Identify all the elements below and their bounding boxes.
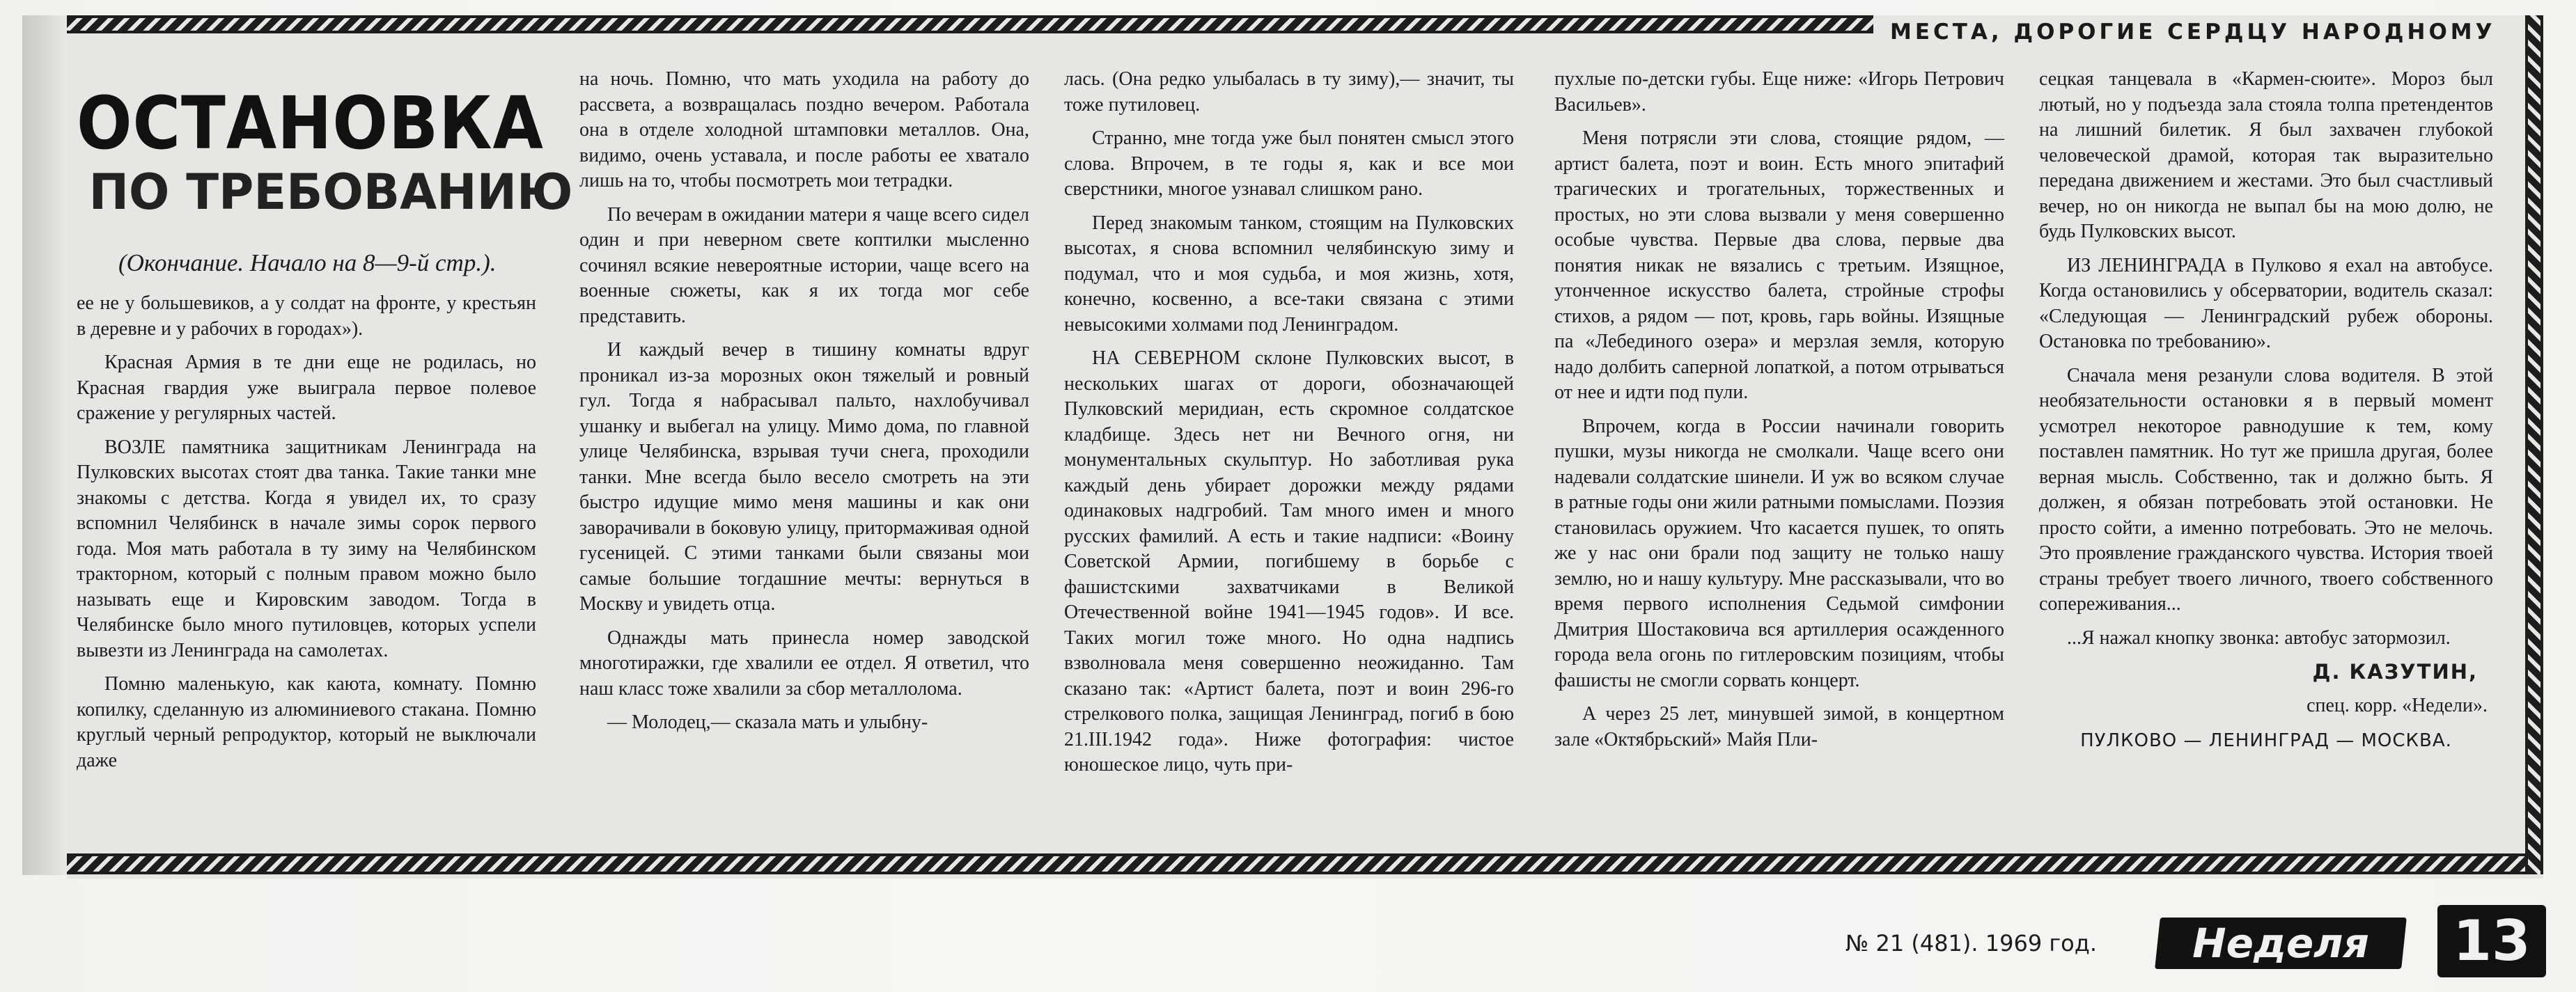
paragraph: Красная Армия в те дни еще не родилась, но Красная гвардия уже выиграла первое полевое сражение у регулярных частей. [77, 352, 536, 424]
paragraph: ВОЗЛЕ памятника защитникам Ленинграда на Пулковских высотах стоят два танка. Такие танки мне знакомы с детства. Когда я увидел их, то сразу вспомнил Челябинск в начале зимы сорок первого года. Моя мать работала в ту зиму на Челябинском тракторном, который с полным правом можно было называть еще и Кировским заводом. Тогда в Челябинске было много путиловцев, которых успели вывезти из Ленинграда на самолетах. [77, 436, 536, 661]
paragraph: По вечерам в ожидании матери я чаще всего сидел один и при неверном свете коптилки мысленно сочинял всякие невероятные истории, чаще всего на военные сюжеты, как я их тогда мог себе представить. [579, 203, 1029, 327]
paragraph: Странно, мне тогда уже был понятен смысл этого слова. Впрочем, в те годы я, как и все мои сверстники, многое узнавал слишком рано. [1064, 127, 1514, 200]
magazine-logo [2155, 918, 2407, 969]
continuation-note: (Окончание. Начало на 8—9-й стр.). [118, 249, 497, 276]
magazine-logo-text: Неделя [2192, 920, 2369, 967]
paragraph: ...Я нажал кнопку звонка: автобус затормозил. [2067, 627, 2451, 649]
section-rubric: МЕСТА, ДОРОГИЕ СЕРДЦУ НАРОДНОМУ [1890, 19, 2496, 45]
paragraph: — Молодец,— сказала мать и улыбну- [607, 711, 928, 733]
dateline: ПУЛКОВО — ЛЕНИНГРАД — МОСКВА. [2080, 730, 2452, 751]
paragraph: ИЗ ЛЕНИНГРАДА в Пулково я ехал на автобусе. Когда остановились у обсерватории, водитель сказал: «Следующая — Ленинградский рубеж обороны. Остановка по требованию». [2039, 254, 2493, 352]
paragraph: лась. (Она редко улыбалась в ту зиму),— значит, ты тоже путиловец. [1064, 68, 1514, 116]
hatched-border-top [67, 15, 1873, 33]
article-column-1 [77, 291, 536, 848]
paragraph: Впрочем, когда в России начинали говорить пушки, музы никогда не смолкали. Чаще всего они надевали солдатские шинели. И уж во всяком случае в ратные годы они жили ратными помыслами. Поэзия становилась оружием. Что касается пушек, то опять же у нас они брали под защиту не только нашу землю, но и нашу культуру. Мне рассказывали, что во время первого исполнения Седьмой симфонии Дмитрия Шостаковича вся артиллерия осажденного города вела огонь по гитлеровским позициям, чтобы фашисты не смогли сорвать концерт. [1554, 415, 2004, 691]
page-number-badge [2437, 905, 2546, 977]
article-headline [77, 81, 573, 242]
article-column-2 [579, 67, 1029, 847]
paragraph: сецкая танцевала в «Кармен-сюите». Мороз был лютый, но у подъезда зала стояла толпа претендентов на лишний билетик. Я был захвачен глубокой человеческой драмой, которая так выразительно передана движением и жестами. Это был счастливый вечер, но он никогда не выпал бы на мою долю, не будь Пулковских высот. [2039, 68, 2493, 242]
paragraph: Перед знакомым танком, стоящим на Пулковских высотах, я снова вспомнил челябинскую зиму и подумал, что и моя судьба, и моя жизнь, хотя, конечно, косвенно, а все-таки связана с этими невысокими холмами под Ленинградом. [1064, 212, 1514, 336]
headline-line-2: ПО ТРЕБОВАНИЮ [88, 164, 573, 221]
article-column-5 [2039, 67, 2493, 847]
paragraph: Меня потрясли эти слова, стоящие рядом, —артист балета, поэт и воин. Есть много эпитафий трагических и трогательных, торжественных и простых, но эти слова вызвали у меня совершенно особые чувства. Первые два слова, первые два понятия никак не вязались с третьим. Изящное, утонченное искусство балета, стройные строфы стихов, а рядом — пот, кровь, гарь войны. Изящные па «Лебединого озера» и мерзлая земля, которую надо долбить саперной лопаткой, а потом отрываться от нее и идти под пули. [1554, 127, 2004, 403]
paragraph: Однажды мать принесла номер заводской многотиражки, где хвалили ее отдел. Я ответил, что наш класс тоже хвалили за сбор металлолома. [579, 627, 1029, 700]
headline-line-1: ОСТАНОВКА [77, 81, 544, 166]
page-shadow [22, 15, 67, 875]
paragraph: И каждый вечер в тишину комнаты вдруг проникал из-за морозных окон тяжелый и ровный гул. Тогда я набрасывал пальто, нахлобучивал ушанку и выбегал на улицу. Мимо дома, по главной улице Челябинска, взрывая тучи снега, проходили танки. Мне всегда было весело смотреть на эти быстро идущие мимо меня машины и как они заворачивали в боковую улицу, притормаживая одной гусеницей. С этими танками были связаны мои самые большие тогдашние мечты: вернуться в Москву и увидеть отца. [579, 339, 1029, 615]
paragraph: Сначала меня резанули слова водителя. В этой необязательности остановки я в первый момент усмотрел некоторое равнодушие к тем, кому поставлен памятник. Но тут же пришла другая, более верная мысль. Собственно, так и должно быть. Я должен, я обязан потребовать этой остановки. Не просто сойти, а именно потребовать. Это не мелочь. Это проявление гражданского чувства. История твоей страны требует твоего личного, твоего собственного сопереживания... [2039, 364, 2493, 615]
paragraph: на ночь. Помню, что мать уходила на работу до рассвета, а возвращалась поздно вечером. Работала она в отделе холодной штамповки металлов. Она, видимо, очень уставала, и после работы ее хватало лишь на то, чтобы посмотреть мои тетрадки. [579, 68, 1029, 191]
paragraph: пухлые по-детски губы. Еще ниже: «Игорь Петрович Васильев». [1554, 68, 2004, 116]
hatched-border-bottom [67, 853, 2543, 874]
author-name: Д. КАЗУТИН, [2312, 660, 2478, 684]
author-role: спец. корр. «Недели». [2306, 694, 2488, 716]
paragraph: Помню маленькую, как каюта, комнату. Помню копилку, сделанную из алюминиевого стакана. Помню круглый черный репродуктор, который не выключали даже [77, 673, 536, 771]
page-number: 13 [2453, 908, 2531, 973]
paragraph: НА СЕВЕРНОМ склоне Пулковских высот, в нескольких шагах от дороги, обозначающей Пулковский меридиан, есть скромное солдатское кладбище. Здесь нет ни Вечного огня, ни монументальных скульптур. Но заботливая рука каждый день убирает дорожки между рядами одинаковых надгробий. Там много имен и много русских фамилий. А есть и такие надписи: «Воину Советской Армии, погибшему в борьбе с фашистскими захватчиками в Великой Отечественной войне 1941—1945 годов». И все. Таких могил тоже много. Но одна надпись взволновала меня совершенно неожиданно. Там сказано так: «Артист балета, поэт и воин 296-го стрелкового полка, защищая Ленинград, погиб в бою 21.III.1942 года». Ниже фотография: чистое юношеское лицо, чуть при- [1064, 347, 1514, 776]
paragraph: ее не у большевиков, а у солдат на фронте, у крестьян в деревне и у рабочих в городах»). [77, 292, 536, 340]
article-column-4 [1554, 67, 2004, 847]
article-column-3 [1064, 67, 1514, 847]
paragraph: А через 25 лет, минувшей зимой, в концертном зале «Октябрьский» Майя Пли- [1554, 703, 2004, 750]
hatched-border-right [2525, 15, 2543, 874]
issue-number: № 21 (481). 1969 год. [1845, 930, 2098, 956]
